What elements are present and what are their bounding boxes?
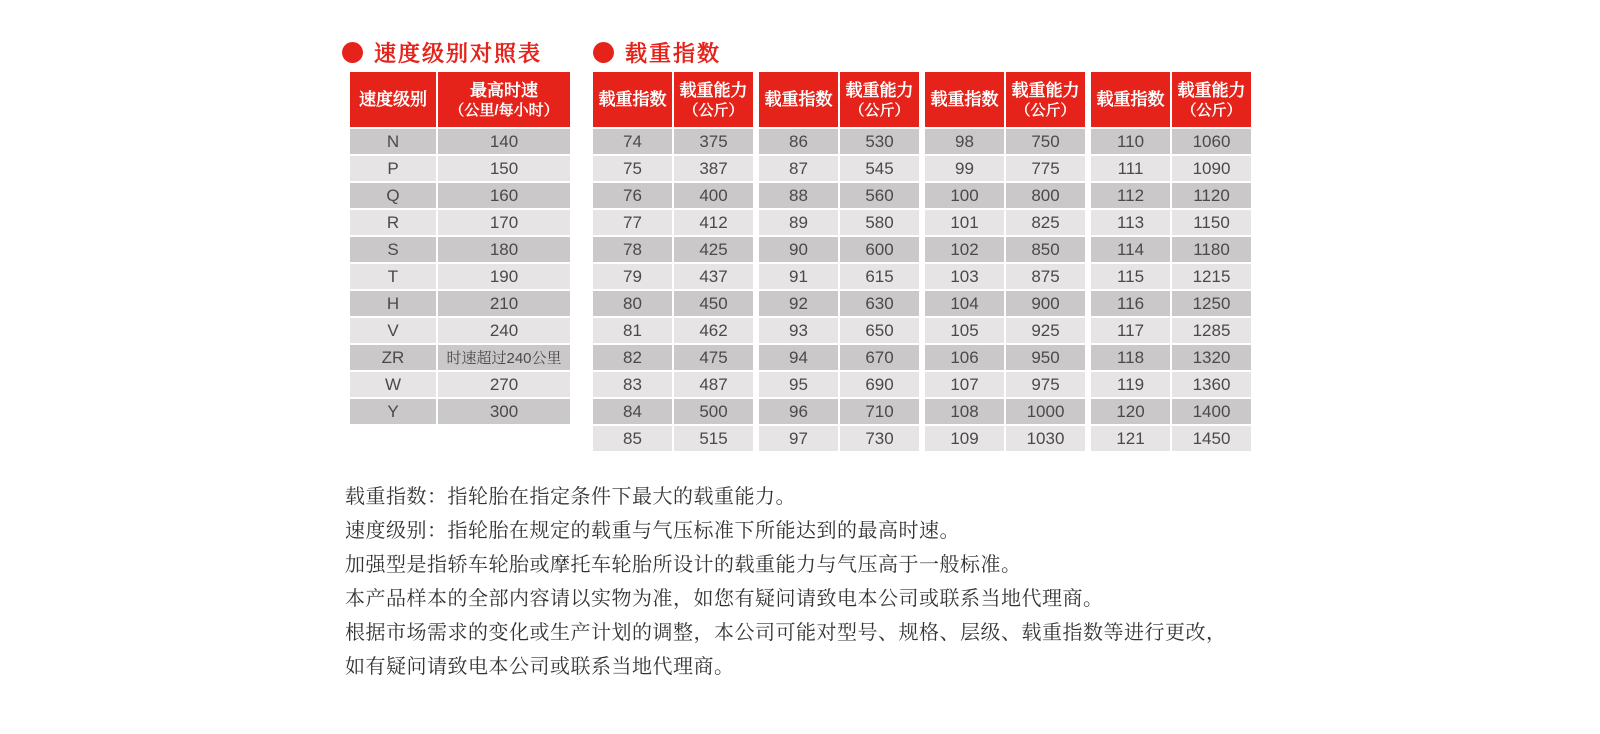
load-capacity-cell: 1450 [1172,426,1251,451]
load-index-cell: 89 [759,210,838,235]
speed-table-row [350,129,570,154]
load-index-header-cell: 载重指数 [925,72,1004,127]
load-row-pair [925,318,1085,343]
load-table-row [593,345,1251,370]
load-row-pair [593,210,753,235]
load-index-cell: 105 [925,318,1004,343]
speed-table-row [350,156,570,181]
load-index-cell: 91 [759,264,838,289]
load-index-header-cell: 载重指数 [593,72,672,127]
load-index-cell: 97 [759,426,838,451]
load-index-cell: 76 [593,183,672,208]
load-capacity-header-cell [674,72,753,127]
load-capacity-cell: 580 [840,210,919,235]
load-row-pair [759,183,919,208]
load-table-row [593,183,1251,208]
max-speed-cell: 140 [438,129,570,154]
load-index-cell: 110 [1091,129,1170,154]
load-capacity-cell: 650 [840,318,919,343]
load-row-pair [1091,210,1251,235]
load-row-pair [759,237,919,262]
load-table [593,72,1251,451]
load-capacity-header-cell [1006,72,1085,127]
load-row-pair [593,372,753,397]
speed-table-row [350,291,570,316]
load-capacity-header-line1: 载重能力 [679,80,748,100]
load-index-cell: 93 [759,318,838,343]
speed-table-row [350,210,570,235]
load-index-cell: 102 [925,237,1004,262]
load-capacity-cell: 1360 [1172,372,1251,397]
red-dot-icon [593,42,614,63]
load-capacity-cell: 1120 [1172,183,1251,208]
load-row-pair [925,129,1085,154]
load-index-cell: 99 [925,156,1004,181]
note-line: 如有疑问请致电本公司或联系当地代理商。 [345,656,735,678]
load-row-pair [759,399,919,424]
load-index-cell: 81 [593,318,672,343]
load-capacity-header-line1: 载重能力 [1177,80,1246,100]
load-index-cell: 86 [759,129,838,154]
note-line: 本产品样本的全部内容请以实物为准，如您有疑问请致电本公司或联系当地代理商。 [345,588,1104,610]
load-row-pair [593,156,753,181]
load-row-pair [759,264,919,289]
load-index-cell: 111 [1091,156,1170,181]
load-capacity-cell: 1400 [1172,399,1251,424]
load-capacity-cell: 530 [840,129,919,154]
load-row-pair [1091,183,1251,208]
load-row-pair [593,318,753,343]
load-index-cell: 103 [925,264,1004,289]
load-capacity-cell: 1060 [1172,129,1251,154]
load-capacity-header-line2: （公斤） [683,101,744,119]
load-capacity-header-line1: 载重能力 [845,80,914,100]
load-capacity-cell: 462 [674,318,753,343]
load-capacity-header-cell [840,72,919,127]
load-table-row [593,372,1251,397]
speed-grade-cell: H [350,291,436,316]
load-row-pair [593,183,753,208]
load-index-cell: 116 [1091,291,1170,316]
load-row-pair [925,399,1085,424]
load-capacity-cell: 1215 [1172,264,1251,289]
load-table-row [593,318,1251,343]
max-speed-cell: 170 [438,210,570,235]
load-table-row [593,426,1251,451]
speed-grade-cell: T [350,264,436,289]
load-capacity-header-line1: 载重能力 [1011,80,1080,100]
load-row-pair [925,426,1085,451]
load-index-cell: 120 [1091,399,1170,424]
speed-grade-cell: Q [350,183,436,208]
load-index-cell: 82 [593,345,672,370]
load-capacity-cell: 1320 [1172,345,1251,370]
max-speed-cell: 150 [438,156,570,181]
load-capacity-cell: 425 [674,237,753,262]
max-speed-header-line2: （公里/每小时） [449,101,559,119]
load-capacity-cell: 875 [1006,264,1085,289]
load-header-pair [759,72,919,127]
load-index-section [593,41,1251,451]
load-capacity-cell: 1150 [1172,210,1251,235]
load-capacity-cell: 600 [840,237,919,262]
speed-grade-cell: V [350,318,436,343]
load-capacity-cell: 515 [674,426,753,451]
load-table-body [593,129,1251,451]
max-speed-header-cell [438,72,570,127]
load-capacity-cell: 730 [840,426,919,451]
load-row-pair [593,237,753,262]
max-speed-cell: 190 [438,264,570,289]
note-line: 速度级别：指轮胎在规定的载重与气压标准下所能达到的最高时速。 [345,520,960,542]
load-row-pair [593,291,753,316]
load-capacity-cell: 400 [674,183,753,208]
load-row-pair [759,426,919,451]
max-speed-cell: 300 [438,399,570,424]
load-capacity-header-line2: （公斤） [849,101,910,119]
load-row-pair [593,399,753,424]
load-capacity-cell: 1250 [1172,291,1251,316]
max-speed-cell: 210 [438,291,570,316]
load-capacity-cell: 1090 [1172,156,1251,181]
load-index-cell: 106 [925,345,1004,370]
load-index-cell: 115 [1091,264,1170,289]
load-index-cell: 121 [1091,426,1170,451]
load-capacity-cell: 925 [1006,318,1085,343]
max-speed-cell: 180 [438,237,570,262]
load-row-pair [759,129,919,154]
load-capacity-cell: 500 [674,399,753,424]
load-table-row [593,264,1251,289]
load-index-cell: 118 [1091,345,1170,370]
load-capacity-cell: 487 [674,372,753,397]
note-line: 载重指数：指轮胎在指定条件下最大的载重能力。 [345,486,796,508]
load-row-pair [925,237,1085,262]
speed-grade-cell: N [350,129,436,154]
load-index-header-cell: 载重指数 [1091,72,1170,127]
speed-table-row [350,399,570,424]
load-row-pair [925,372,1085,397]
load-capacity-cell: 750 [1006,129,1085,154]
load-capacity-cell: 975 [1006,372,1085,397]
load-capacity-cell: 450 [674,291,753,316]
load-row-pair [925,183,1085,208]
load-table-row [593,129,1251,154]
load-capacity-cell: 630 [840,291,919,316]
speed-rating-section [350,41,570,424]
speed-table-row [350,318,570,343]
load-capacity-cell: 950 [1006,345,1085,370]
load-index-cell: 80 [593,291,672,316]
load-capacity-cell: 1000 [1006,399,1085,424]
load-row-pair [1091,345,1251,370]
load-index-cell: 87 [759,156,838,181]
load-row-pair [759,210,919,235]
load-index-cell: 101 [925,210,1004,235]
load-capacity-cell: 412 [674,210,753,235]
load-table-row [593,237,1251,262]
load-index-cell: 104 [925,291,1004,316]
load-row-pair [759,318,919,343]
load-index-cell: 90 [759,237,838,262]
load-index-cell: 84 [593,399,672,424]
load-capacity-cell: 437 [674,264,753,289]
load-capacity-cell: 475 [674,345,753,370]
load-capacity-cell: 850 [1006,237,1085,262]
footnotes [345,480,1227,684]
load-capacity-cell: 387 [674,156,753,181]
load-capacity-cell: 545 [840,156,919,181]
load-row-pair [1091,291,1251,316]
load-row-pair [1091,372,1251,397]
load-index-cell: 94 [759,345,838,370]
load-index-cell: 77 [593,210,672,235]
load-index-cell: 108 [925,399,1004,424]
speed-table-row [350,183,570,208]
load-row-pair [925,345,1085,370]
speed-table-row [350,237,570,262]
load-table-row [593,156,1251,181]
load-row-pair [593,264,753,289]
speed-grade-cell: S [350,237,436,262]
load-index-cell: 117 [1091,318,1170,343]
load-row-pair [1091,129,1251,154]
load-index-cell: 98 [925,129,1004,154]
load-row-pair [1091,156,1251,181]
load-table-row [593,210,1251,235]
load-capacity-cell: 1180 [1172,237,1251,262]
load-row-pair [1091,264,1251,289]
speed-table-body [350,129,570,424]
load-index-cell: 88 [759,183,838,208]
load-capacity-header-line2: （公斤） [1015,101,1076,119]
max-speed-header-line1: 最高时速 [470,80,538,100]
max-speed-cell: 160 [438,183,570,208]
load-index-cell: 92 [759,291,838,316]
load-index-cell: 85 [593,426,672,451]
load-row-pair [759,291,919,316]
load-capacity-header-line2: （公斤） [1181,101,1242,119]
load-row-pair [925,264,1085,289]
load-row-pair [925,291,1085,316]
load-table-row [593,291,1251,316]
speed-table-title-text: 速度级别对照表 [374,40,543,66]
load-capacity-cell: 775 [1006,156,1085,181]
max-speed-cell: 时速超过240公里 [438,345,570,370]
speed-grade-cell: ZR [350,345,436,370]
load-row-pair [759,156,919,181]
load-index-cell: 100 [925,183,1004,208]
note-line: 加强型是指轿车轮胎或摩托车轮胎所设计的载重能力与气压高于一般标准。 [345,554,1022,576]
load-row-pair [593,129,753,154]
load-table-title-text: 载重指数 [625,40,722,66]
load-row-pair [593,426,753,451]
load-table-row [593,399,1251,424]
load-table-header-row [593,72,1251,127]
load-index-cell: 109 [925,426,1004,451]
load-row-pair [925,156,1085,181]
speed-table-row [350,345,570,370]
speed-table-row [350,264,570,289]
load-index-cell: 75 [593,156,672,181]
load-capacity-cell: 825 [1006,210,1085,235]
load-index-header-cell: 载重指数 [759,72,838,127]
load-index-cell: 79 [593,264,672,289]
max-speed-cell: 270 [438,372,570,397]
load-index-cell: 83 [593,372,672,397]
load-capacity-cell: 1030 [1006,426,1085,451]
note-line: 根据市场需求的变化或生产计划的调整，本公司可能对型号、规格、层级、载重指数等进行更改， [345,622,1227,644]
speed-table [350,72,570,424]
speed-grade-cell: W [350,372,436,397]
load-capacity-cell: 800 [1006,183,1085,208]
load-index-cell: 112 [1091,183,1170,208]
load-capacity-cell: 900 [1006,291,1085,316]
load-index-cell: 74 [593,129,672,154]
load-index-cell: 96 [759,399,838,424]
speed-grade-cell: R [350,210,436,235]
red-dot-icon [342,42,363,63]
load-capacity-cell: 615 [840,264,919,289]
speed-table-header-row [350,72,570,127]
load-row-pair [925,210,1085,235]
speed-grade-cell: Y [350,399,436,424]
load-capacity-cell: 690 [840,372,919,397]
load-row-pair [593,345,753,370]
speed-grade-cell: P [350,156,436,181]
load-capacity-cell: 670 [840,345,919,370]
load-table-title [593,40,1251,66]
load-row-pair [1091,237,1251,262]
speed-table-row [350,372,570,397]
speed-table-title [342,40,570,66]
load-capacity-header-cell [1172,72,1251,127]
max-speed-cell: 240 [438,318,570,343]
load-index-cell: 114 [1091,237,1170,262]
load-row-pair [759,345,919,370]
load-index-cell: 107 [925,372,1004,397]
load-row-pair [759,372,919,397]
load-row-pair [1091,399,1251,424]
load-index-cell: 78 [593,237,672,262]
load-capacity-cell: 1285 [1172,318,1251,343]
load-index-cell: 95 [759,372,838,397]
load-header-pair [593,72,753,127]
load-capacity-cell: 560 [840,183,919,208]
speed-grade-header-cell: 速度级别 [350,72,436,127]
load-index-cell: 119 [1091,372,1170,397]
load-row-pair [1091,318,1251,343]
load-capacity-cell: 710 [840,399,919,424]
load-header-pair [1091,72,1251,127]
load-row-pair [1091,426,1251,451]
load-capacity-cell: 375 [674,129,753,154]
load-header-pair [925,72,1085,127]
load-index-cell: 113 [1091,210,1170,235]
